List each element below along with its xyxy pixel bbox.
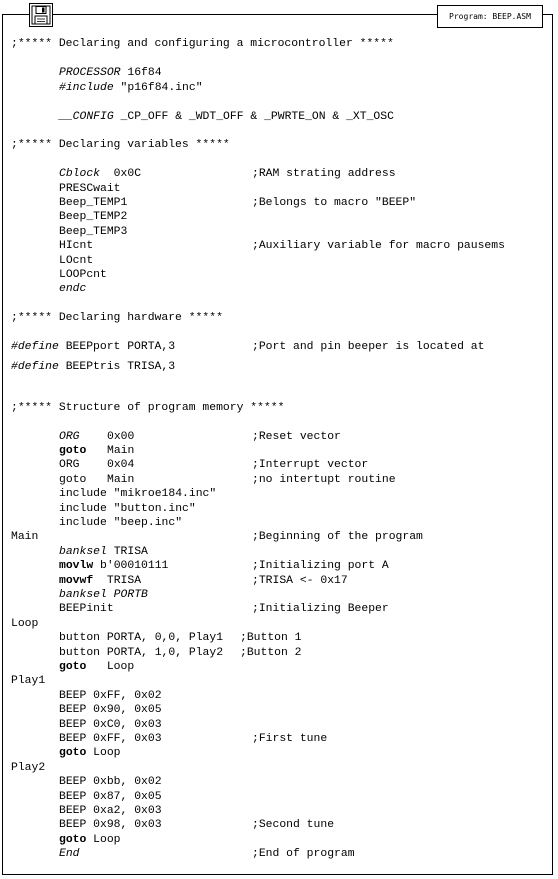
- instruction-operand: TRISA: [93, 575, 142, 587]
- directive-value: BEEPport PORTA,3: [58, 341, 176, 353]
- macro-call-line: BEEP 0xbb, 0x02: [59, 776, 162, 788]
- macro-call-line: BEEP 0x87, 0x05: [59, 791, 162, 803]
- org-value: 0x04: [107, 459, 135, 471]
- macro-call-line: BEEP 0x90, 0x05: [59, 704, 162, 716]
- include-line: [59, 81, 203, 95]
- directive-keyword: #define: [11, 341, 59, 353]
- variable-line: Beep_TEMP2: [59, 211, 128, 223]
- movwf-line: [59, 574, 141, 588]
- code-comment: ;First tune: [252, 733, 328, 745]
- goto-keyword: goto: [59, 747, 87, 759]
- macro-call-line: BEEP 0xC0, 0x03: [59, 719, 162, 731]
- banksel-line: [59, 545, 148, 559]
- macro-call-line: BEEP 0xFF, 0x02: [59, 690, 162, 702]
- label-loop: Loop: [11, 618, 39, 630]
- directive-value: 0x0C: [100, 168, 142, 180]
- code-comment: ;Interrupt vector: [252, 459, 369, 471]
- variable-line: Beep_TEMP1: [59, 197, 128, 209]
- variable-line: LOcnt: [59, 255, 94, 267]
- directive-value: TRISA: [106, 546, 148, 558]
- directive-value: BEEPtris TRISA,3: [58, 361, 176, 373]
- macro-call-line: button PORTA, 1,0, Play2: [59, 647, 224, 659]
- macro-call-line: BEEPinit: [59, 603, 114, 615]
- org-keyword: ORG: [59, 431, 80, 443]
- code-comment: ;Beginning of the program: [252, 531, 423, 543]
- section-heading-config: ;***** Declaring and configuring a microcontroller *****: [11, 38, 394, 50]
- goto-line: [59, 833, 121, 847]
- code-comment: ;Auxiliary variable for macro pausems: [252, 240, 505, 252]
- goto-keyword: goto: [59, 445, 87, 457]
- org-value: 0x00: [107, 431, 135, 443]
- config-line: [59, 110, 394, 124]
- directive-keyword: banksel: [59, 546, 107, 558]
- endc-line: endc: [59, 283, 87, 295]
- define-line: [11, 360, 175, 374]
- section-heading-hardware: ;***** Declaring hardware *****: [11, 312, 223, 324]
- macro-call-line: BEEP 0x98, 0x03: [59, 819, 162, 831]
- label-main: Main: [11, 531, 39, 543]
- goto-target: Loop: [86, 834, 121, 846]
- instruction-keyword: movlw: [59, 560, 94, 572]
- goto-line: [59, 746, 121, 760]
- variable-line: Beep_TEMP3: [59, 226, 128, 238]
- goto-line: [59, 660, 134, 674]
- define-line: [11, 340, 175, 354]
- directive-keyword: #include: [59, 82, 114, 94]
- goto-target: Main: [107, 474, 135, 486]
- goto-target: Loop: [86, 747, 121, 759]
- label-play2: Play2: [11, 762, 46, 774]
- variable-line: HIcnt: [59, 240, 94, 252]
- directive-keyword: PROCESSOR: [59, 67, 121, 79]
- macro-call-line: button PORTA, 0,0, Play1: [59, 632, 224, 644]
- end-keyword: End: [59, 848, 80, 860]
- include-file-line: include "button.inc": [59, 503, 196, 515]
- directive-value: _CP_OFF & _WDT_OFF & _PWRTE_ON & _XT_OSC: [113, 111, 394, 123]
- code-comment: ;Belongs to macro "BEEP": [252, 197, 417, 209]
- include-file-line: include "beep.inc": [59, 517, 183, 529]
- code-comment: ;RAM strating address: [252, 168, 396, 180]
- instruction-operand: b'00010111: [93, 560, 169, 572]
- directive-value: "p16f84.inc": [113, 82, 203, 94]
- file-name-tab: Program: BEEP.ASM: [437, 5, 543, 28]
- macro-call-line: BEEP 0xFF, 0x03: [59, 733, 162, 745]
- goto-target: Loop: [86, 661, 135, 673]
- goto-keyword: goto: [59, 661, 87, 673]
- code-comment: ;Reset vector: [252, 431, 341, 443]
- banksel-line: banksel PORTB: [59, 589, 148, 601]
- code-comment: ;Second tune: [252, 819, 335, 831]
- org-keyword: ORG: [59, 459, 80, 471]
- goto-target: Main: [107, 445, 135, 457]
- code-comment: ;End of program: [252, 848, 355, 860]
- code-comment: ;no intertupt routine: [252, 474, 396, 486]
- variable-line: PRESCwait: [59, 183, 121, 195]
- label-play1: Play1: [11, 675, 46, 687]
- movlw-line: [59, 559, 168, 573]
- processor-line: [59, 66, 162, 80]
- variable-line: LOOPcnt: [59, 269, 107, 281]
- directive-keyword: Cblock: [59, 168, 101, 180]
- macro-call-line: BEEP 0xa2, 0x03: [59, 805, 162, 817]
- section-heading-variables: ;***** Declaring variables *****: [11, 139, 230, 151]
- code-comment: ;Initializing Beeper: [252, 603, 389, 615]
- code-comment: ;TRISA <- 0x17: [252, 575, 348, 587]
- code-comment: ;Button 2: [240, 647, 302, 659]
- code-comment: ;Initializing port A: [252, 560, 389, 572]
- include-file-line: include "mikroe184.inc": [59, 488, 217, 500]
- directive-value: 16f84: [120, 67, 162, 79]
- goto-keyword: goto: [59, 834, 87, 846]
- code-comment: ;Button 1: [240, 632, 302, 644]
- directive-keyword: #define: [11, 361, 59, 373]
- cblock-line: [59, 167, 141, 181]
- directive-keyword: __CONFIG: [59, 111, 114, 123]
- instruction-keyword: movwf: [59, 575, 94, 587]
- code-comment: ;Port and pin beeper is located at: [252, 341, 485, 353]
- section-heading-memory: ;***** Structure of program memory *****: [11, 402, 285, 414]
- goto-keyword: goto: [59, 474, 87, 486]
